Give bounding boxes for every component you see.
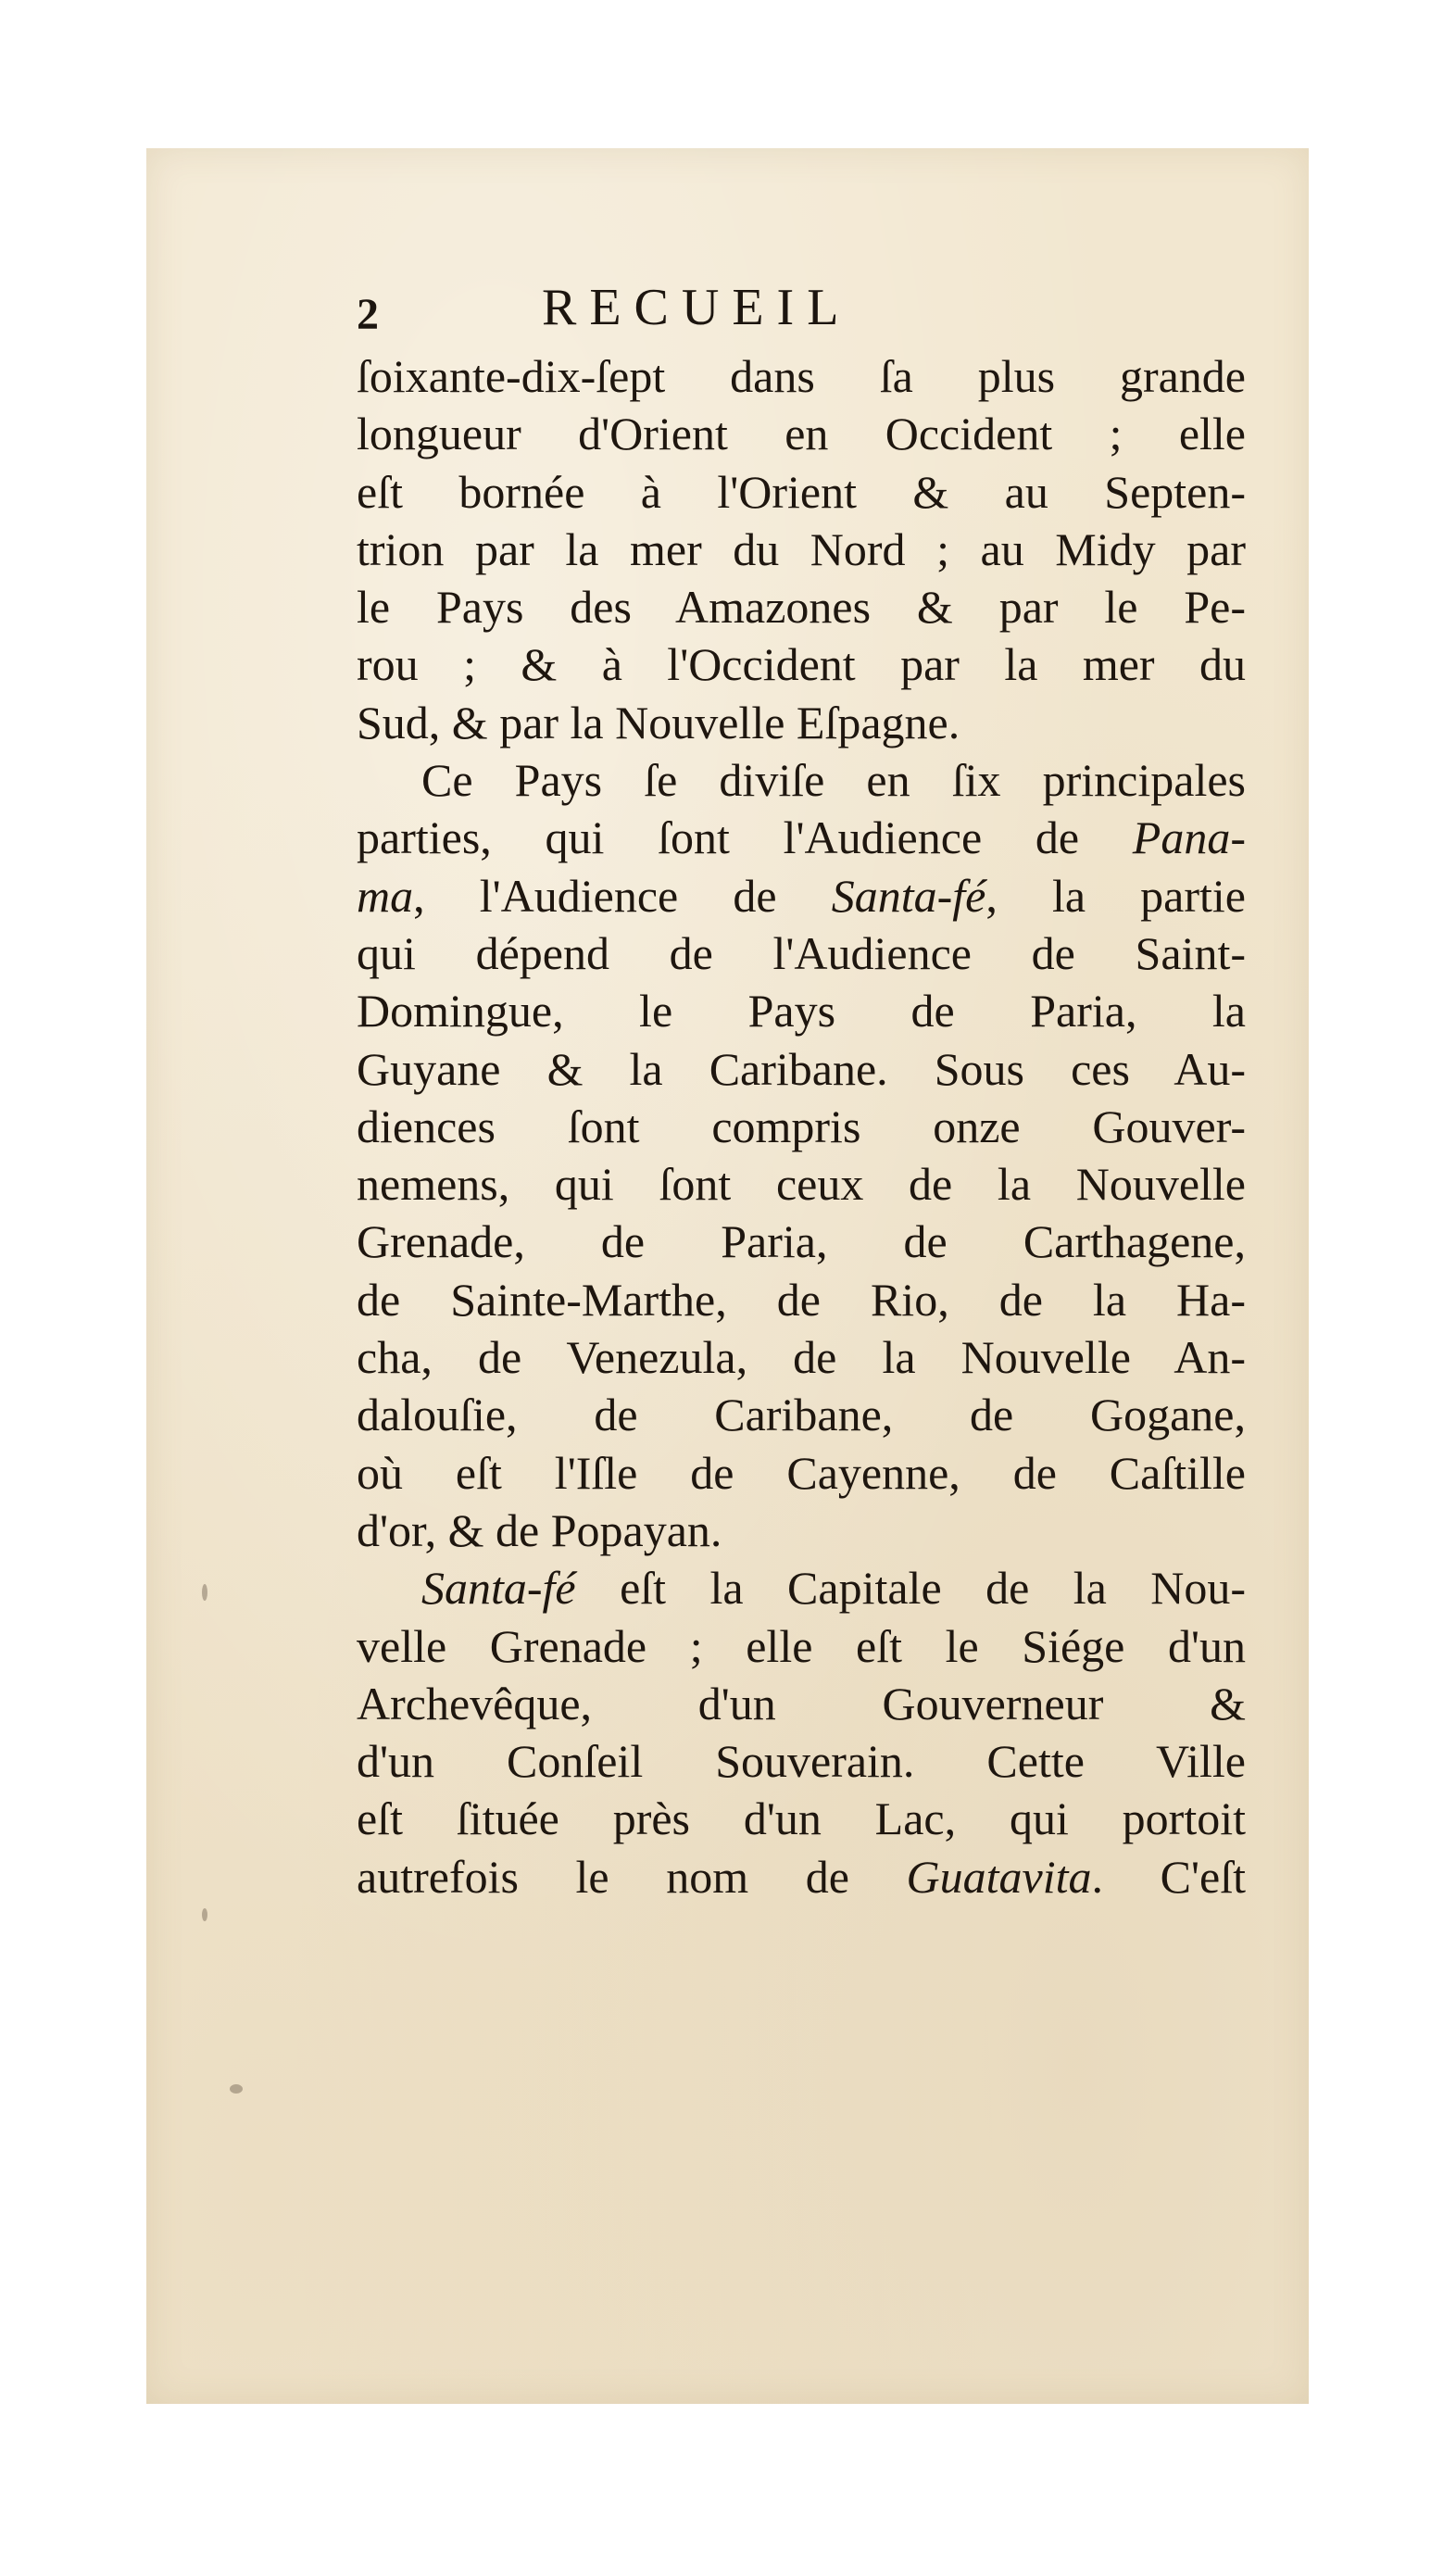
text-line: diences ſont compris onze Gouver- xyxy=(357,1100,1246,1152)
text-line: parties, qui ſont l'Audience de Pana- xyxy=(357,811,1246,864)
text-line: autrefois le nom de Guatavita. C'eſt xyxy=(357,1850,1246,1903)
body-text xyxy=(357,347,1246,1905)
text-line: ſoixante-dix-ſept dans ſa plus grande xyxy=(357,350,1246,402)
text-line: eſt ſituée près d'un Lac, qui portoit xyxy=(357,1792,1246,1845)
page-header xyxy=(357,278,1246,352)
running-head: RECUEIL xyxy=(542,279,852,336)
text-line: velle Grenade ; elle eſt le Siége d'un xyxy=(357,1619,1246,1672)
text-line: dalouſie, de Caribane, de Gogane, xyxy=(357,1389,1246,1441)
ink-spot xyxy=(202,1584,207,1601)
ink-spot xyxy=(230,2084,243,2094)
ink-spot xyxy=(202,1908,207,1921)
text-line: Guyane & la Caribane. Sous ces Au- xyxy=(357,1042,1246,1095)
text-line: cha, de Venezula, de la Nouvelle An- xyxy=(357,1331,1246,1384)
text-line: eſt bornée à l'Orient & au Septen- xyxy=(357,465,1246,518)
text-line: Grenade, de Paria, de Carthagene, xyxy=(357,1215,1246,1268)
text-line: ma, l'Audience de Santa-fé, la partie xyxy=(357,869,1246,922)
text-line: où eſt l'Iſle de Cayenne, de Caſtille xyxy=(357,1446,1246,1499)
text-line: Domingue, le Pays de Paria, la xyxy=(357,985,1246,1038)
text-line: qui dépend de l'Audience de Saint- xyxy=(357,926,1246,979)
text-line: rou ; & à l'Occident par la mer du xyxy=(357,638,1246,691)
text-line: d'or, & de Popayan. xyxy=(357,1503,722,1556)
text-line: d'un Conſeil Souverain. Cette Ville xyxy=(357,1735,1246,1788)
text-line: trion par la mer du Nord ; au Midy par xyxy=(357,522,1246,575)
text-line: Archevêque, d'un Gouverneur & xyxy=(357,1677,1246,1729)
page-number: 2 xyxy=(357,290,379,339)
text-line: Santa-fé eſt la Capitale de la Nou- xyxy=(421,1562,1246,1615)
text-line: nemens, qui ſont ceux de la Nouvelle xyxy=(357,1158,1246,1211)
text-line: Sud, & par la Nouvelle Eſpagne. xyxy=(357,696,960,748)
text-line: de Sainte-Marthe, de Rio, de la Ha- xyxy=(357,1273,1246,1326)
text-line: longueur d'Orient en Occident ; elle xyxy=(357,408,1246,460)
text-line: Ce Pays ſe diviſe en ſix principales xyxy=(421,754,1246,807)
text-line: le Pays des Amazones & par le Pe- xyxy=(357,581,1246,634)
